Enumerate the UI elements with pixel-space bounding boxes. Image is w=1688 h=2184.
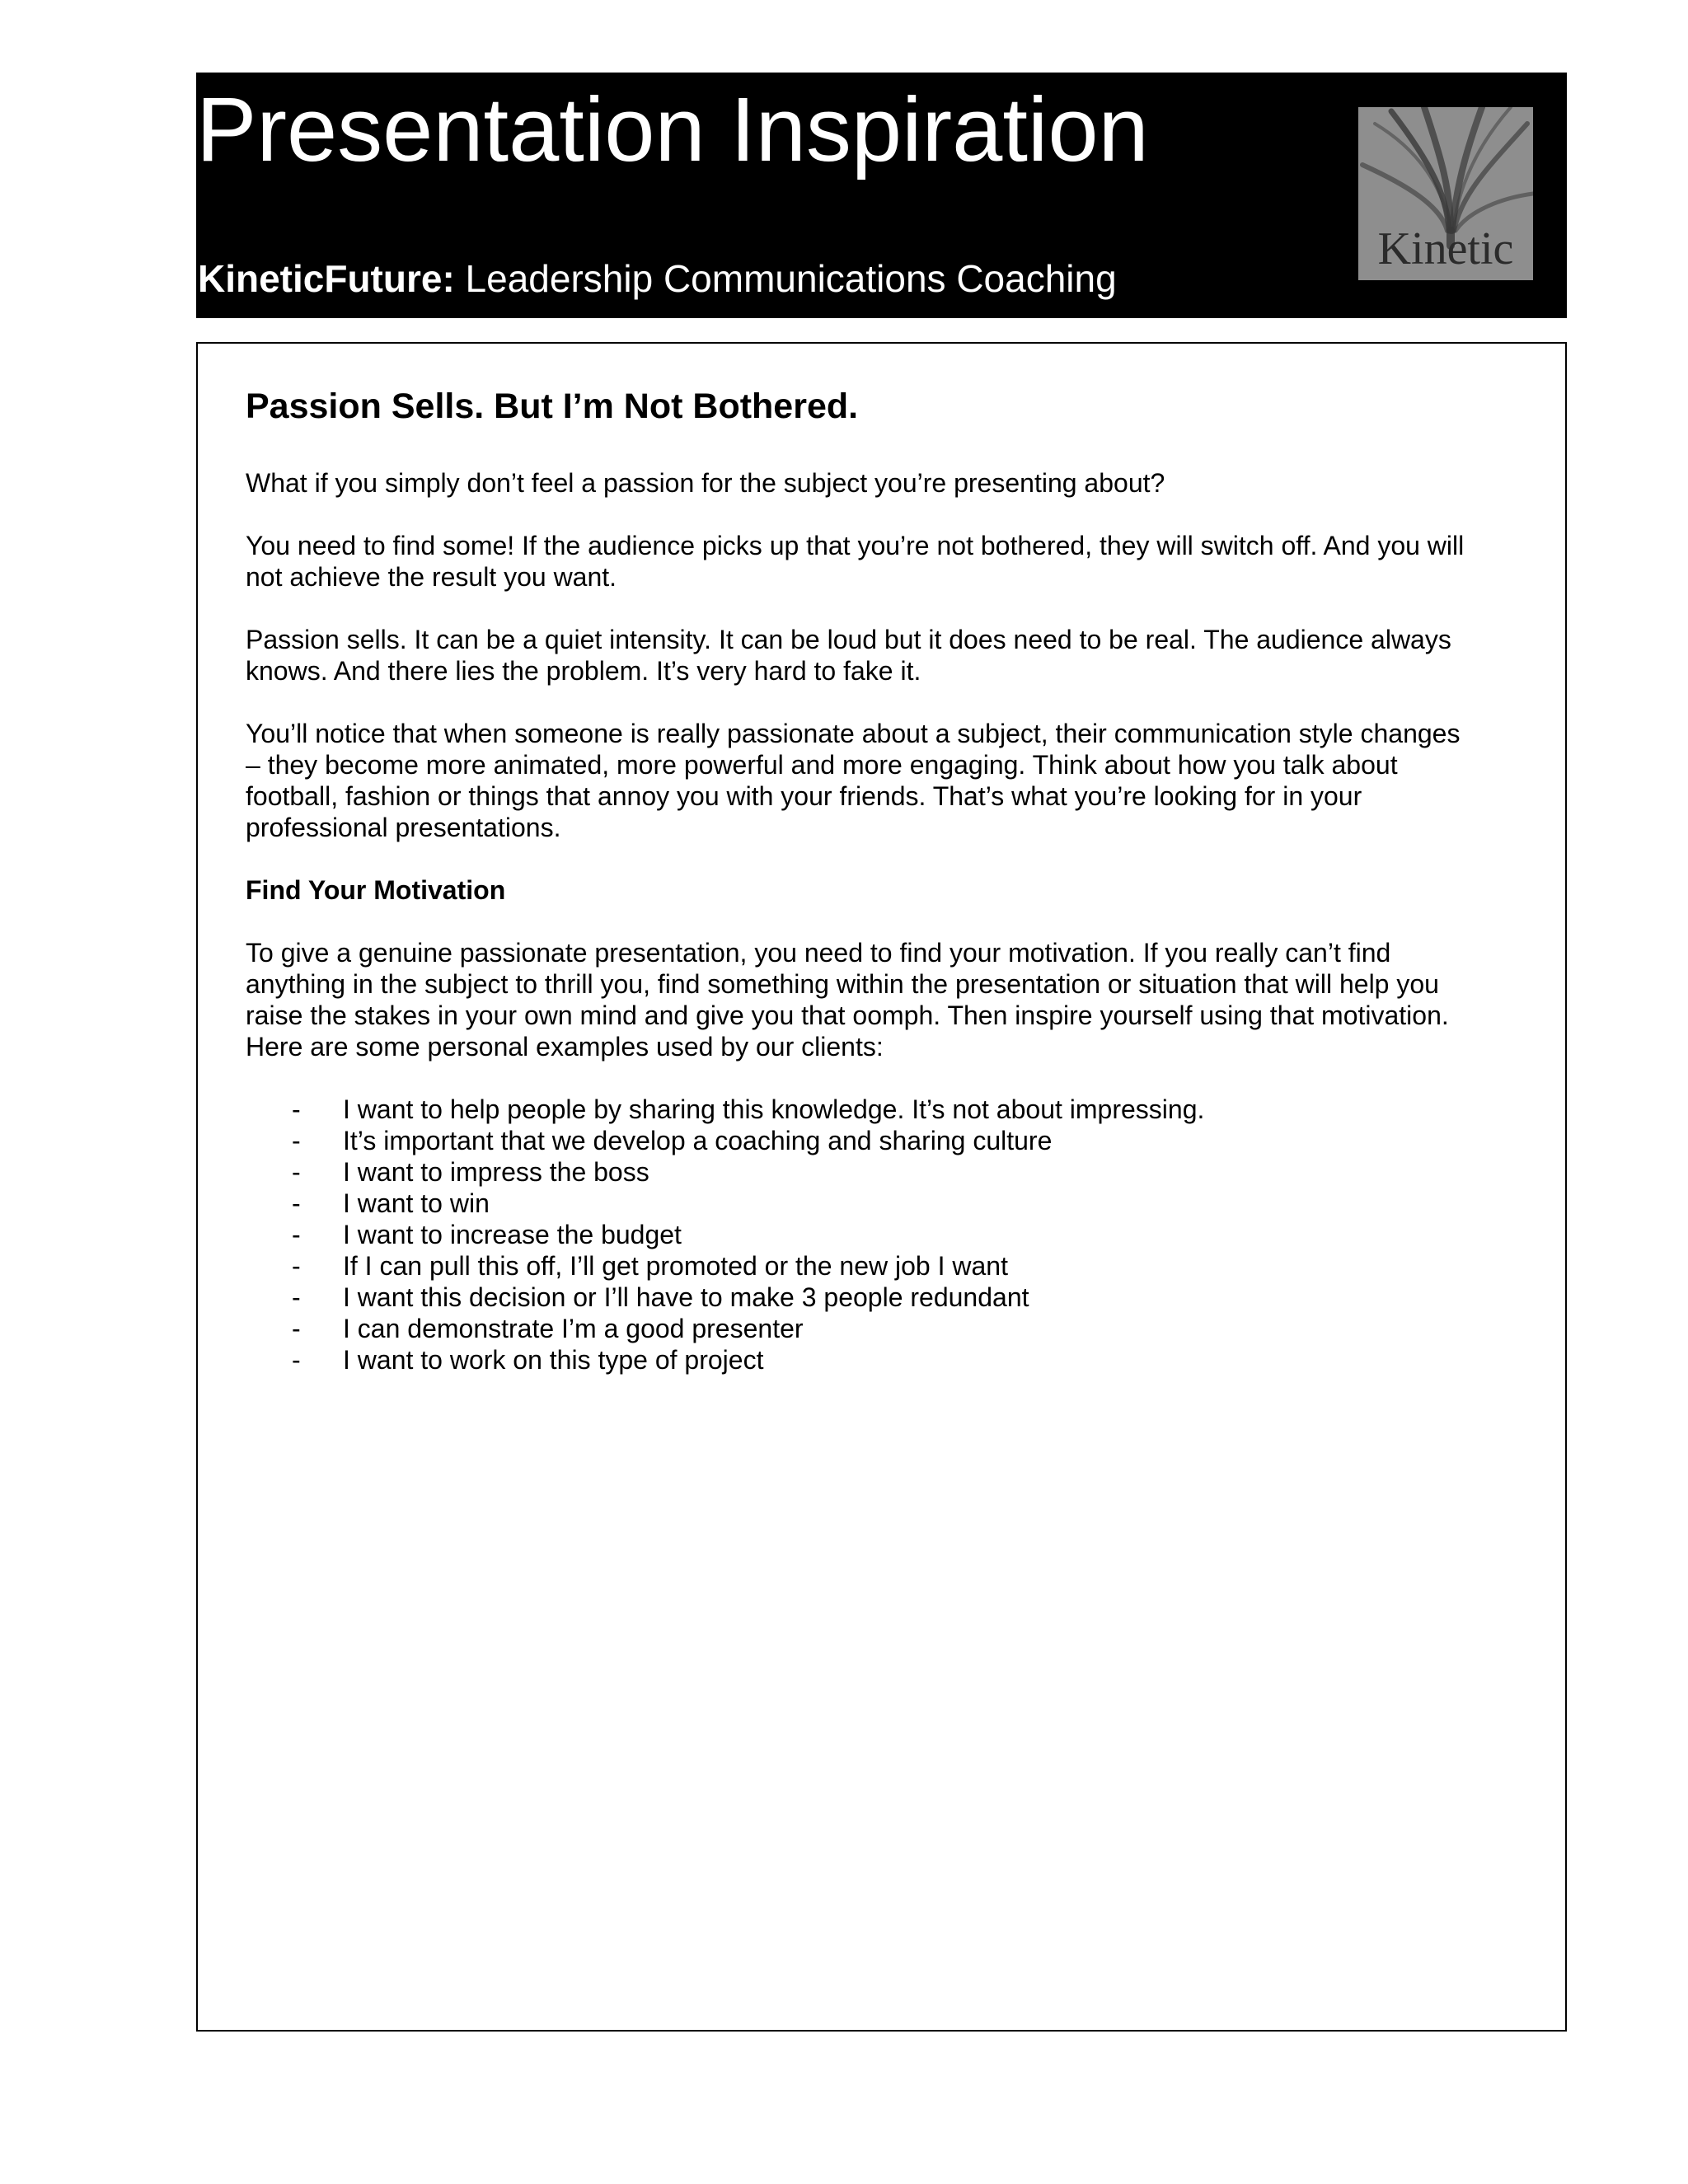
header-subtitle (198, 255, 1117, 302)
list-item (246, 1219, 1482, 1250)
logo-text: Kinetic (1377, 223, 1514, 274)
header-banner (196, 73, 1567, 318)
list-marker: - (292, 1251, 301, 1281)
paragraph: You’ll notice that when someone is really passionate about a subject, their communication style changes – they become more animated, more powerful and more engaging. Think about how you talk about football, fashion or things that annoy you with your friends. That’s what you’re looking for in your professional presentations. (246, 719, 1461, 842)
list-item (246, 1313, 1482, 1344)
list-marker: - (292, 1126, 301, 1155)
list-item-text: I want to impress the boss (343, 1157, 649, 1187)
list-marker: - (292, 1188, 301, 1218)
list-item (246, 1188, 1482, 1219)
list-marker: - (292, 1345, 301, 1375)
list-item (246, 1156, 1482, 1188)
article-content (246, 385, 1482, 1376)
list-marker: - (292, 1094, 301, 1124)
list-item-text: I want to increase the budget (343, 1220, 682, 1249)
tagline: Leadership Communications Coaching (454, 257, 1117, 300)
list-item-text: It’s important that we develop a coaching and sharing culture (343, 1126, 1053, 1155)
list-marker: - (292, 1282, 301, 1312)
list-item (246, 1094, 1482, 1125)
paragraph: To give a genuine passionate presentation, you need to find your motivation. If you really can’t find anything in the subject to thrill you, find something within the presentation or situation that will help you raise the stakes in your own mind and give you that oomph. Then inspire yourself using that motivation. Here are some personal examples used by our clients: (246, 938, 1449, 1062)
article-box (196, 342, 1567, 2032)
list-item-text: If I can pull this off, I’ll get promoted or the new job I want (343, 1251, 1008, 1281)
list-item-text: I can demonstrate I’m a good presenter (343, 1314, 804, 1343)
list-item-text: I want this decision or I’ll have to make 3 people redundant (343, 1282, 1029, 1312)
kinetic-logo (1358, 107, 1533, 280)
list-item-text: I want to work on this type of project (343, 1345, 764, 1375)
paragraph: What if you simply don’t feel a passion for the subject you’re presenting about? (246, 468, 1165, 498)
article-heading: Passion Sells. But I’m Not Bothered. (246, 387, 859, 426)
list-marker: - (292, 1220, 301, 1249)
page-title: Presentation Inspiration (196, 79, 1149, 180)
list-item (246, 1344, 1482, 1376)
list-marker: - (292, 1157, 301, 1187)
section-heading: Find Your Motivation (246, 875, 506, 905)
list-item (246, 1250, 1482, 1282)
brand-name: KineticFuture: (198, 257, 455, 300)
paragraph: You need to find some! If the audience picks up that you’re not bothered, they will switch off. And you will not achieve the result you want. (246, 531, 1465, 592)
examples-list (246, 1094, 1482, 1376)
list-item (246, 1125, 1482, 1156)
list-marker: - (292, 1314, 301, 1343)
list-item (246, 1282, 1482, 1313)
list-item-text: I want to help people by sharing this knowledge. It’s not about impressing. (343, 1094, 1205, 1124)
paragraph: Passion sells. It can be a quiet intensity. It can be loud but it does need to be real. The audience always knows. And there lies the problem. It’s very hard to fake it. (246, 625, 1451, 686)
list-item-text: I want to win (343, 1188, 490, 1218)
